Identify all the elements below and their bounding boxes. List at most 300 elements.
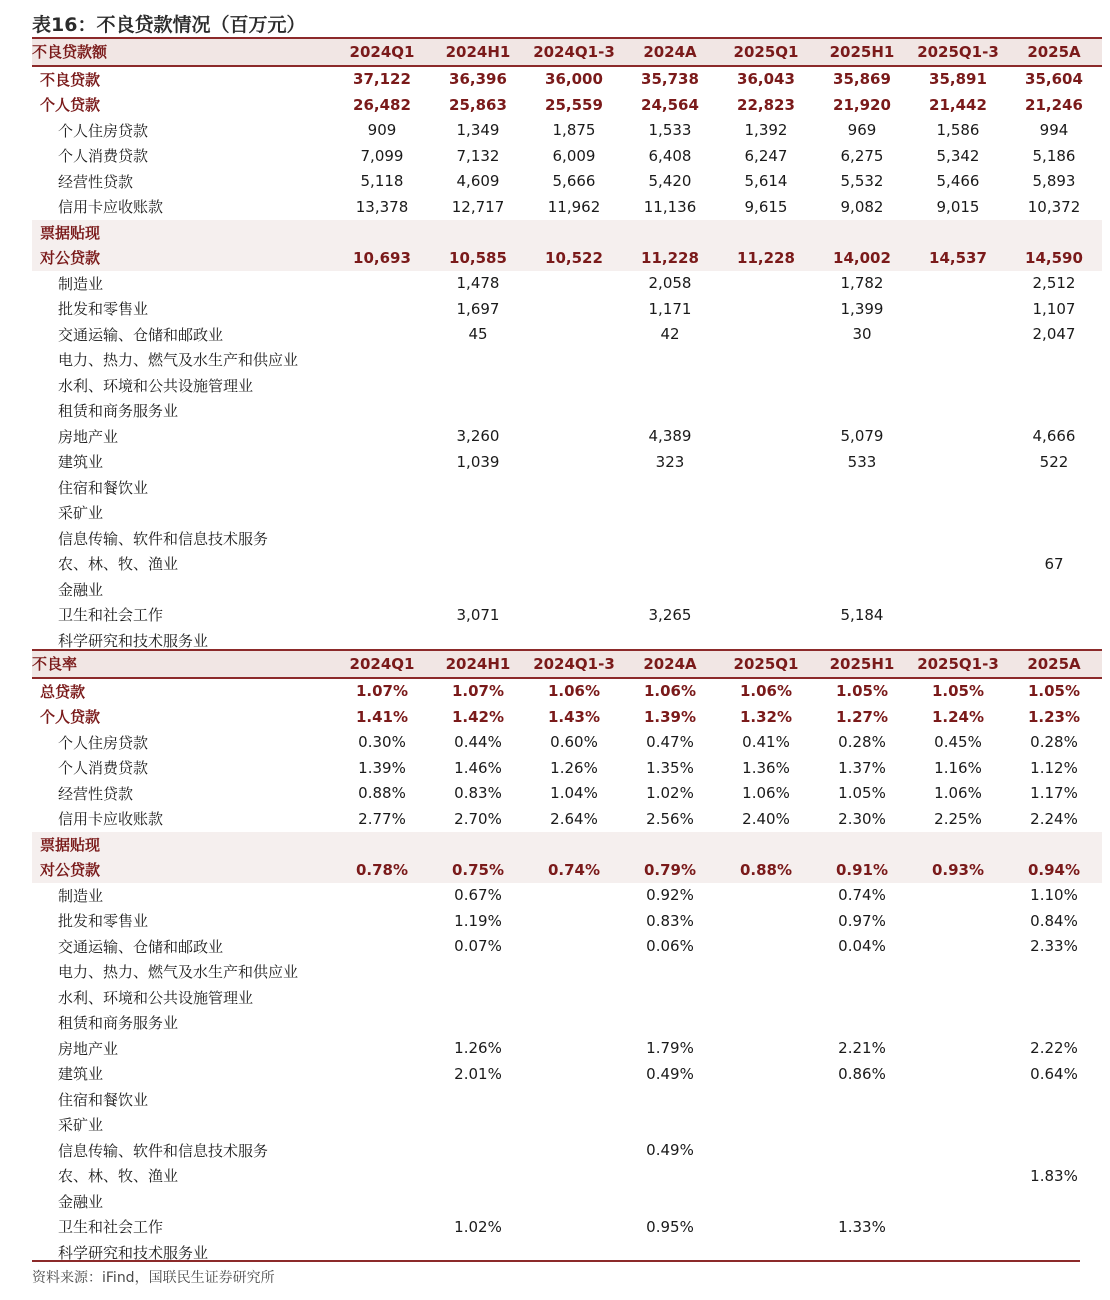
table-cell: [1006, 398, 1102, 424]
table-cell: [718, 602, 814, 628]
table-row: [32, 296, 1102, 322]
table-cell: 25,863: [449, 95, 507, 114]
table-row: [32, 424, 1102, 450]
table-cell: [526, 500, 622, 526]
table-row: [32, 1036, 1102, 1062]
row-label: 建筑业: [58, 1065, 104, 1084]
table-cell: [526, 1214, 622, 1240]
table-row: [32, 500, 1102, 526]
table-cell: 2.24%: [1030, 809, 1078, 828]
table-cell: 1,399: [840, 299, 884, 318]
table-cell: 0.88%: [358, 784, 406, 803]
table-row: [32, 1061, 1102, 1087]
table-cell: 5,666: [552, 172, 596, 191]
table-row: [32, 118, 1102, 144]
row-label: 制造业: [58, 274, 104, 293]
table-cell: 13,378: [355, 197, 409, 216]
table-cell: [814, 475, 910, 501]
table-cell: 1.79%: [646, 1039, 694, 1058]
table-cell: 0.49%: [646, 1064, 694, 1083]
table-cell: 1,392: [744, 121, 788, 140]
table-cell: 10,372: [1027, 197, 1081, 216]
table-row: [32, 194, 1102, 220]
row-label: 房地产业: [58, 427, 119, 446]
table-cell: [334, 449, 430, 475]
table-cell: 6,247: [744, 146, 788, 165]
table-cell: [910, 1138, 1006, 1164]
table-cell: 10,693: [334, 245, 430, 271]
table-cell: [910, 347, 1006, 373]
table-cell: [526, 347, 622, 373]
table-cell: [814, 1163, 910, 1189]
table-row: [32, 985, 1102, 1011]
table-cell: 0.92%: [646, 886, 694, 905]
table-cell: 1.46%: [454, 758, 502, 777]
table-row: [32, 1010, 1102, 1036]
table-cell: [910, 526, 1006, 552]
table-cell: 11,136: [643, 197, 697, 216]
table-cell: [910, 1036, 1006, 1062]
table-cell: 21,920: [833, 95, 891, 114]
table-cell: 5,079: [840, 427, 884, 446]
table-cell: [334, 551, 430, 577]
table-header-row: [32, 650, 1102, 678]
column-header: 2025Q1-3: [910, 38, 1006, 66]
table-cell: 0.30%: [358, 733, 406, 752]
table-cell: [430, 526, 526, 552]
table-cell: [526, 832, 622, 858]
table-cell: 35,891: [929, 70, 987, 89]
table-cell: [814, 832, 910, 858]
table-cell: 3,260: [456, 427, 500, 446]
table-cell: [526, 322, 622, 348]
table-cell: 24,564: [641, 95, 699, 114]
table-row: [32, 1163, 1102, 1189]
table-cell: [526, 398, 622, 424]
table-cell: [334, 296, 430, 322]
table-cell: [1006, 1087, 1102, 1113]
table-cell: [910, 551, 1006, 577]
table-cell: [430, 1163, 526, 1189]
table-cell: [430, 475, 526, 501]
table-cell: 1,478: [456, 274, 500, 293]
table-cell: [718, 373, 814, 399]
table-cell: [718, 322, 814, 348]
table-cell: [526, 526, 622, 552]
table-cell: 10,522: [526, 245, 622, 271]
table-cell: [814, 526, 910, 552]
table-cell: 1.43%: [547, 707, 601, 726]
table-cell: [622, 577, 718, 603]
table-row: [32, 475, 1102, 501]
table-cell: [814, 347, 910, 373]
table-cell: 0.94%: [1006, 857, 1102, 883]
table-cell: [910, 959, 1006, 985]
table-cell: [1006, 1189, 1102, 1215]
table-cell: [1006, 1214, 1102, 1240]
table-row: [32, 245, 1102, 271]
table-cell: 5,614: [744, 172, 788, 191]
table-cell: [622, 1087, 718, 1113]
table-cell: 1,107: [1032, 299, 1076, 318]
column-header: 2025H1: [814, 650, 910, 678]
table-cell: 1.39%: [643, 707, 697, 726]
table-cell: [334, 934, 430, 960]
row-label: 住宿和餐饮业: [58, 1090, 149, 1109]
table-cell: 1.33%: [838, 1217, 886, 1236]
table-cell: 1.26%: [454, 1039, 502, 1058]
table-header-row: [32, 38, 1102, 66]
table-cell: [910, 832, 1006, 858]
table-cell: [814, 1138, 910, 1164]
row-label: 水利、环境和公共设施管理业: [58, 988, 254, 1007]
row-label: 信用卡应收账款: [58, 198, 164, 217]
table-cell: 1.19%: [454, 911, 502, 930]
column-header: 2025Q1-3: [910, 650, 1006, 678]
table-cell: 42: [660, 325, 680, 344]
row-label: 个人贷款: [40, 708, 101, 727]
table-cell: [718, 1087, 814, 1113]
table-cell: 1.05%: [931, 682, 985, 701]
table-cell: [526, 1087, 622, 1113]
table-cell: [718, 985, 814, 1011]
table-cell: 1.24%: [931, 707, 985, 726]
table-cell: 0.83%: [646, 911, 694, 930]
table-cell: [622, 1010, 718, 1036]
table-cell: 25,559: [545, 95, 603, 114]
table-cell: 5,118: [360, 172, 404, 191]
table-row: [32, 398, 1102, 424]
table-cell: [334, 602, 430, 628]
table-cell: 1.27%: [835, 707, 889, 726]
table-cell: 2.25%: [934, 809, 982, 828]
table-cell: [718, 883, 814, 909]
table-cell: [430, 1138, 526, 1164]
table-cell: [1006, 475, 1102, 501]
row-label: 经营性贷款: [58, 784, 134, 803]
table-cell: 4,666: [1032, 427, 1076, 446]
table-cell: [526, 1010, 622, 1036]
table-row: [32, 92, 1102, 118]
table-cell: 0.84%: [1030, 911, 1078, 930]
table-cell: [814, 373, 910, 399]
table-cell: 1.06%: [547, 682, 601, 701]
table-cell: 323: [655, 452, 685, 471]
table-cell: 12,717: [451, 197, 505, 216]
table-row: [32, 602, 1102, 628]
table-cell: [526, 220, 622, 246]
table-cell: 0.06%: [646, 937, 694, 956]
table-cell: [334, 832, 430, 858]
table-row: [32, 730, 1102, 756]
row-label: 经营性贷款: [58, 172, 134, 191]
table-cell: [526, 1189, 622, 1215]
table-cell: 1.26%: [550, 758, 598, 777]
row-label: 电力、热力、燃气及水生产和供应业: [58, 963, 299, 982]
table-cell: [334, 1163, 430, 1189]
table-cell: [430, 985, 526, 1011]
header-label: 不良贷款额: [32, 38, 334, 66]
row-label: 交通运输、仓储和邮政业: [58, 937, 224, 956]
table-cell: 0.74%: [526, 857, 622, 883]
table-cell: 0.28%: [838, 733, 886, 752]
table-cell: [334, 1112, 430, 1138]
table-cell: [1006, 1010, 1102, 1036]
table-cell: 1.04%: [550, 784, 598, 803]
table-cell: [910, 398, 1006, 424]
table-cell: [910, 475, 1006, 501]
table-cell: 1.07%: [355, 682, 409, 701]
table-cell: 14,002: [814, 245, 910, 271]
table-cell: 36,043: [737, 70, 795, 89]
row-label: 农、林、牧、渔业: [58, 555, 179, 574]
row-label: 个人贷款: [40, 96, 101, 115]
table-cell: 36,396: [449, 70, 507, 89]
table-cell: [718, 1189, 814, 1215]
table-cell: [718, 347, 814, 373]
table-row: [32, 678, 1102, 705]
column-header: 2025Q1: [718, 38, 814, 66]
table-cell: [718, 908, 814, 934]
table-cell: [622, 526, 718, 552]
table-cell: [526, 449, 622, 475]
table-cell: [334, 1189, 430, 1215]
table-cell: [430, 373, 526, 399]
table-cell: 0.83%: [454, 784, 502, 803]
row-label: 个人住房贷款: [58, 733, 149, 752]
table-cell: 0.75%: [430, 857, 526, 883]
table-cell: [718, 1214, 814, 1240]
table-cell: [814, 1087, 910, 1113]
table-row: [32, 934, 1102, 960]
table-cell: [334, 1087, 430, 1113]
table-cell: [622, 832, 718, 858]
row-label: 租赁和商务服务业: [58, 1014, 179, 1033]
table-row: [32, 143, 1102, 169]
row-label: 卫生和社会工作: [58, 1218, 164, 1237]
row-label: 电力、热力、燃气及水生产和供应业: [58, 351, 299, 370]
table-row: [32, 1214, 1102, 1240]
table-cell: [814, 551, 910, 577]
table-cell: [910, 1163, 1006, 1189]
table-cell: [334, 883, 430, 909]
table-cell: [526, 551, 622, 577]
table-cell: [910, 577, 1006, 603]
row-label: 制造业: [58, 886, 104, 905]
column-header: 2025A: [1006, 38, 1102, 66]
row-label: 科学研究和技术服务业: [58, 631, 209, 650]
table-cell: [334, 908, 430, 934]
table-cell: [910, 449, 1006, 475]
table-cell: [430, 1189, 526, 1215]
table-cell: [526, 1112, 622, 1138]
table-cell: [526, 883, 622, 909]
table-row: [32, 883, 1102, 909]
table-cell: 1.06%: [742, 784, 790, 803]
row-label: 科学研究和技术服务业: [58, 1243, 209, 1262]
table-body: [32, 66, 1102, 654]
table-cell: [334, 1138, 430, 1164]
table-row: [32, 857, 1102, 883]
table-cell: [526, 1138, 622, 1164]
table-cell: 1.06%: [739, 682, 793, 701]
table-cell: 6,408: [648, 146, 692, 165]
table-cell: 35,869: [833, 70, 891, 89]
table-cell: 0.41%: [742, 733, 790, 752]
row-label: 采矿业: [58, 1116, 104, 1135]
table-cell: 0.97%: [838, 911, 886, 930]
table-cell: [814, 1010, 910, 1036]
table-cell: [622, 1163, 718, 1189]
table-cell: [1006, 220, 1102, 246]
table-cell: [910, 883, 1006, 909]
table-cell: 1.17%: [1030, 784, 1078, 803]
table-cell: [334, 347, 430, 373]
table-cell: [910, 602, 1006, 628]
table-cell: [526, 1036, 622, 1062]
table-row: [32, 169, 1102, 195]
table-cell: 1.37%: [838, 758, 886, 777]
table-cell: [718, 551, 814, 577]
row-label: 不良贷款: [40, 70, 101, 89]
table-cell: [526, 908, 622, 934]
source-note: 资料来源：iFind，国联民生证券研究所: [32, 1270, 275, 1286]
row-label: 信息传输、软件和信息技术服务: [58, 529, 269, 548]
table-cell: [622, 475, 718, 501]
table-bottom-rule: [32, 1260, 1080, 1262]
column-header: 2024H1: [430, 650, 526, 678]
table-cell: [334, 271, 430, 297]
table-row: [32, 1189, 1102, 1215]
table-cell: 0.49%: [646, 1141, 694, 1160]
table-row: [32, 449, 1102, 475]
table-cell: 533: [847, 452, 877, 471]
table-cell: 5,342: [936, 146, 980, 165]
column-header: 2024Q1-3: [526, 38, 622, 66]
table-cell: [718, 475, 814, 501]
column-header: 2024H1: [430, 38, 526, 66]
table-cell: [430, 551, 526, 577]
table-cell: 1.23%: [1027, 707, 1081, 726]
table-cell: 0.79%: [622, 857, 718, 883]
table-cell: 4,389: [648, 427, 692, 446]
table-cell: 2,512: [1032, 274, 1076, 293]
table-cell: [718, 1163, 814, 1189]
table-cell: [910, 500, 1006, 526]
table-cell: [718, 271, 814, 297]
table-row: [32, 577, 1102, 603]
table-cell: [718, 1036, 814, 1062]
table-cell: [622, 551, 718, 577]
table-body: [32, 678, 1102, 1266]
table-cell: [430, 832, 526, 858]
table-cell: [1006, 959, 1102, 985]
row-label: 金融业: [58, 1192, 104, 1211]
table-cell: 2,058: [648, 274, 692, 293]
table-cell: [910, 1087, 1006, 1113]
table-cell: 9,615: [744, 197, 788, 216]
table-cell: [910, 1061, 1006, 1087]
table-cell: [622, 985, 718, 1011]
table-cell: 1,349: [456, 121, 500, 140]
table-cell: [910, 1189, 1006, 1215]
table-cell: 1.42%: [451, 707, 505, 726]
table-cell: 26,482: [353, 95, 411, 114]
table-cell: [526, 271, 622, 297]
table-cell: 22,823: [737, 95, 795, 114]
table-cell: [718, 296, 814, 322]
table-cell: 2.70%: [454, 809, 502, 828]
table-row: [32, 781, 1102, 807]
table-cell: 0.91%: [814, 857, 910, 883]
table-cell: [1006, 373, 1102, 399]
table-row: [32, 908, 1102, 934]
table-cell: [910, 985, 1006, 1011]
row-label: 票据贴现: [32, 832, 334, 858]
table-cell: [718, 1138, 814, 1164]
table-cell: 2.01%: [454, 1064, 502, 1083]
table-cell: 1.06%: [643, 682, 697, 701]
row-label: 租赁和商务服务业: [58, 402, 179, 421]
row-label: 农、林、牧、渔业: [58, 1167, 179, 1186]
table-cell: 0.28%: [1030, 733, 1078, 752]
table-cell: 1.35%: [646, 758, 694, 777]
table-cell: [334, 220, 430, 246]
table-row: [32, 220, 1102, 246]
table-cell: [718, 1010, 814, 1036]
table-row: [32, 373, 1102, 399]
table-cell: 5,532: [840, 172, 884, 191]
table-cell: 909: [367, 121, 397, 140]
table-cell: 11,962: [547, 197, 601, 216]
table-cell: [718, 526, 814, 552]
table-cell: [1006, 1138, 1102, 1164]
row-label: 个人消费贷款: [58, 147, 149, 166]
table-cell: [334, 577, 430, 603]
table-cell: 3,071: [456, 605, 500, 624]
column-header: 2024Q1: [334, 650, 430, 678]
table-cell: 6,009: [552, 146, 596, 165]
table-cell: [718, 449, 814, 475]
table-cell: [334, 398, 430, 424]
row-label: 卫生和社会工作: [58, 606, 164, 625]
table-cell: 5,186: [1032, 146, 1076, 165]
table-cell: [526, 424, 622, 450]
column-header: 2025Q1: [718, 650, 814, 678]
table-cell: [814, 1189, 910, 1215]
table-cell: [334, 500, 430, 526]
table-row: [32, 551, 1102, 577]
table-cell: 2.40%: [742, 809, 790, 828]
table-cell: [718, 959, 814, 985]
table-row: [32, 1112, 1102, 1138]
table-cell: [1006, 500, 1102, 526]
table-row: [32, 1087, 1102, 1113]
row-label: 个人住房贷款: [58, 121, 149, 140]
table-cell: 2.30%: [838, 809, 886, 828]
table-cell: 2.64%: [550, 809, 598, 828]
column-header: 2025H1: [814, 38, 910, 66]
table-cell: [1006, 347, 1102, 373]
table-cell: 9,082: [840, 197, 884, 216]
row-label: 交通运输、仓储和邮政业: [58, 325, 224, 344]
table-row: [32, 1138, 1102, 1164]
table-cell: 1.02%: [646, 784, 694, 803]
table-cell: 0.93%: [910, 857, 1006, 883]
table-cell: 5,420: [648, 172, 692, 191]
row-label: 金融业: [58, 580, 104, 599]
table-cell: 1.41%: [355, 707, 409, 726]
